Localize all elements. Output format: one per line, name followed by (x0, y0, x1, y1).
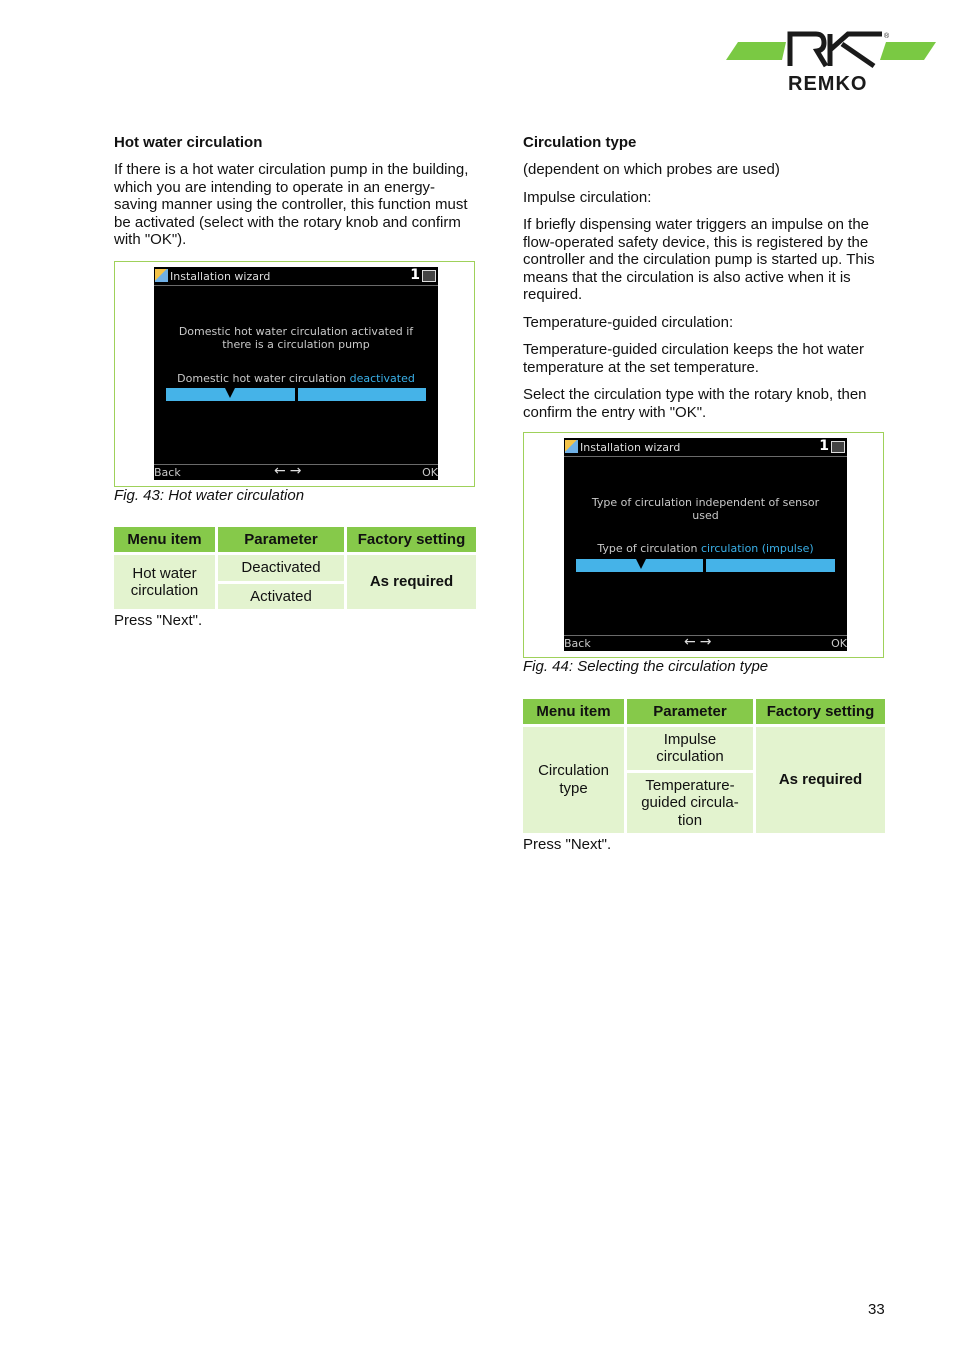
pointer-triangle (636, 559, 646, 569)
screen-title: Installation wizard (170, 269, 271, 283)
screen-footer (154, 464, 438, 480)
parameter-table (520, 696, 888, 837)
parameter-cell: Deactivated (218, 555, 344, 581)
svg-text:REMKO: REMKO (788, 73, 868, 94)
screen-footer (564, 635, 847, 651)
paragraph: Temperature-guided circulation keeps the hot water temperature at the set temperature. (523, 341, 865, 376)
screen-header (564, 438, 847, 457)
ok-softkey[interactable]: OK (831, 637, 847, 650)
figure-frame (114, 261, 475, 487)
memory-card-icon (422, 270, 436, 282)
paragraph: (dependent on which probes are used) (523, 161, 780, 178)
screen-number: 1 (819, 438, 829, 454)
selection-line (154, 372, 438, 385)
parameter-cell: Temperature-guided circula-tion (627, 773, 753, 834)
paragraph: If briefly dispensing water triggers an impulse on the flow-operated safety device, this is registered by the controller and the circulation pump is started up. This means that the circulation is also active when it is required. (523, 216, 875, 303)
header-factory-setting: Factory setting (347, 527, 476, 552)
figure-caption: Fig. 43: Hot water circulation (114, 486, 305, 504)
section-heading: Circulation type (523, 134, 637, 151)
left-column (114, 134, 476, 640)
bar-divider (703, 559, 706, 572)
header-menu-item: Menu item (114, 527, 215, 552)
controller-screen (154, 267, 438, 480)
svg-text:®: ® (884, 33, 890, 40)
pointer-triangle (225, 388, 235, 398)
header-factory-setting: Factory setting (756, 699, 885, 724)
header-parameter: Parameter (218, 527, 344, 552)
header-menu-item: Menu item (523, 699, 624, 724)
intro-paragraph: If there is a hot water circulation pump in the building, which you are intending to operate in an energy-saving manner using the controller, this function must be activated (select with the rotary knob and confirm with "OK"). (114, 161, 469, 248)
wizard-icon (565, 440, 578, 453)
menu-item-cell: Circulation type (523, 727, 624, 834)
press-next-text: Press "Next". (523, 836, 612, 853)
message-line: used (692, 509, 719, 522)
paragraph: Select the circulation type with the rotary knob, then confirm the entry with "OK". (523, 386, 867, 421)
memory-card-icon (831, 441, 845, 453)
parameter-table (111, 524, 479, 612)
parameter-cell: Impulse circulation (627, 727, 753, 770)
wizard-icon (155, 269, 168, 282)
screen-message (564, 496, 847, 522)
press-next-text: Press "Next". (114, 612, 203, 629)
parameter-cell: Activated (218, 584, 344, 610)
ok-softkey[interactable]: OK (422, 465, 438, 479)
left-right-arrows-icon: ←→ (274, 462, 306, 479)
screen-header (154, 267, 438, 286)
screen-message (154, 325, 438, 351)
right-column (523, 134, 885, 864)
factory-setting-cell: As required (756, 727, 885, 834)
selection-label: Type of circulation (597, 542, 698, 555)
controller-screen (564, 438, 847, 651)
left-right-arrows-icon: ←→ (684, 634, 716, 650)
selection-line (564, 542, 847, 555)
header-parameter: Parameter (627, 699, 753, 724)
selection-value[interactable]: deactivated (349, 371, 415, 385)
factory-setting-cell: As required (347, 555, 476, 609)
figure-frame (523, 432, 884, 658)
message-line: Domestic hot water circulation activated if (178, 324, 414, 338)
selection-value[interactable]: circulation (impulse) (701, 542, 814, 555)
selection-label: Domestic hot water circulation (177, 371, 347, 385)
remko-logo (724, 30, 938, 94)
remko-logo-graphic (724, 30, 938, 94)
message-line: there is a circulation pump (222, 337, 370, 351)
figure-caption: Fig. 44: Selecting the circulation type (523, 658, 769, 675)
back-softkey[interactable]: Back (564, 637, 591, 650)
menu-item-cell: Hot water circulation (114, 555, 215, 609)
message-line: Type of circulation independent of sensor (591, 496, 820, 509)
back-softkey[interactable]: Back (154, 465, 181, 479)
paragraph: Temperature-guided circulation: (523, 313, 734, 331)
screen-number: 1 (410, 266, 420, 283)
page-number: 33 (868, 1301, 885, 1318)
screen-title: Installation wizard (580, 441, 681, 454)
paragraph: Impulse circulation: (523, 188, 652, 206)
bar-divider (295, 388, 298, 401)
section-heading: Hot water circulation (114, 134, 263, 151)
